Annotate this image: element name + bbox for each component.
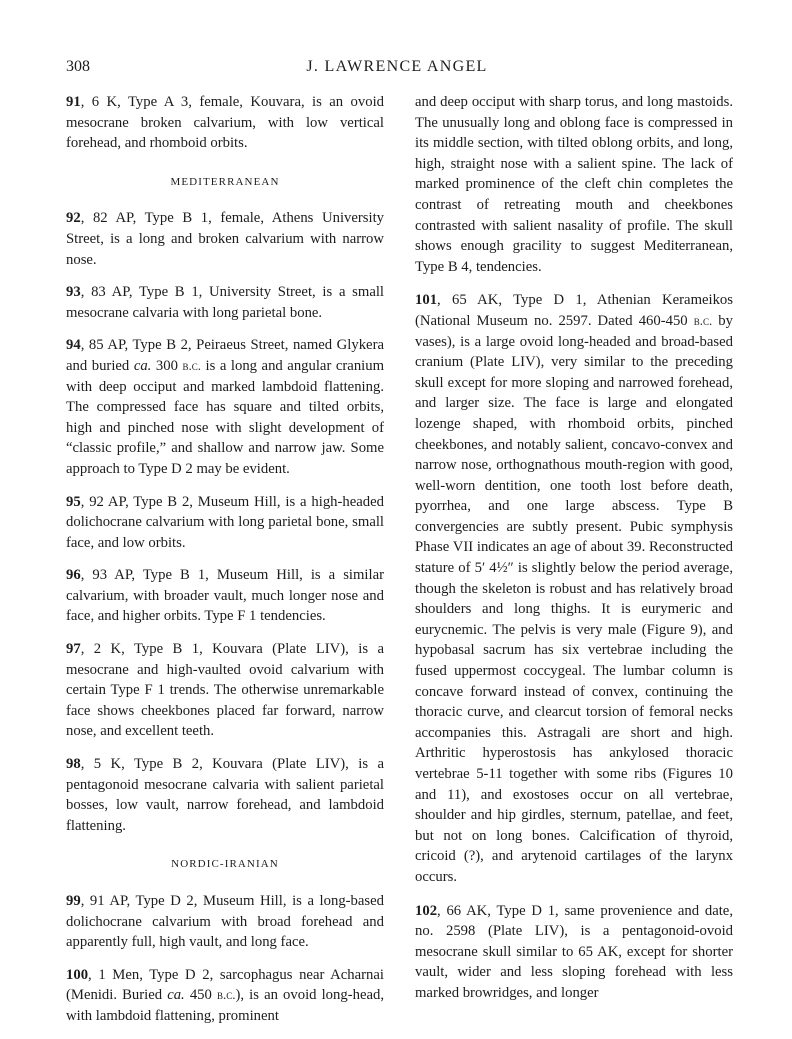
entry-text: is a long and angular cranium with deep occiput and marked lambdoid flattening. The compressed face has square and tilted orbits, high and pinched nose with slight development of “classic profile,” and shallow and narrow jaw. Some approach to Type D 2 may be evident. — [66, 357, 385, 477]
entry-99 — [66, 891, 384, 953]
entry-text: , 93 AP, Type B 1, Museum Hill, is a similar calvarium, with broader vault, much longer nose and face, and higher orbits. Type F 1 tendencies. — [66, 567, 384, 625]
page-number: 308 — [66, 58, 90, 75]
entry-number: 101 — [415, 292, 438, 309]
entry-100 — [66, 965, 384, 1027]
entry-102 — [415, 901, 733, 1004]
entry-number: 97 — [66, 641, 81, 658]
bc-abbrev: b.c. — [693, 312, 713, 328]
section-heading-mediterranean: MEDITERRANEAN — [170, 175, 280, 188]
entry-text: ), is an ovoid long-head, with lambdoid flattening, prominent — [66, 987, 385, 1024]
section-heading-nordic-iranian: NORDIC-IRANIAN — [171, 858, 279, 871]
entry-text: by vases), is a large ovoid long-headed and broad-based cranium (Plate LIV), very similar to the preceding skull except for more sloping and narrowed forehead, and larger size. The face is large and elongated lozenge shaped, with rhomboid orbits, pinched cheekbones, and notably salient, concavo-convex and narrow nose, orthognathous mouth-region with good, well-worn dentition, one tooth lost before death, pyorrhea, and one large abscess. Type B convergencies are subtly present. Pubic symphysis Phase VII indicates an age of about 39. Reconstructed stature of 5′ 4½″ is slightly below the period average, though the skeleton is robust and has relatively broad shoulders and long thighs. It is eurymeric and eurycnemic. The pelvis is very male (Figure 9), and hypobasal sacrum has six vertebrae including the fused uppermost coccygeal. The lumbar column is concave forward instead of convex, continuing the thoracic curve, and clearcut torsion of femoral necks accompanies this. Astragali are short and high. Arthritic hyperostosis has ankylosed thoracic vertebrae 5-11 together with some ribs (Figures 10 and 11), and exostoses occur on all vertebrae, shoulder and hip girdles, sternum, patellae, and feet, but not on long bones. Calcification of thyroid, cricoid (?), and arytenoid cartilages of the larynx occurs. — [415, 312, 733, 885]
entry-text: , 66 AK, Type D 1, same provenience and date, no. 2598 (Plate LIV), is a pentagonoid-ovoid mesocrane skull similar to 65 AK, except for shorter vault, wider and less sloping forehead with less marked browridges, and longer — [415, 902, 733, 1001]
entry-number: 98 — [66, 756, 81, 773]
bc-abbrev: b.c. — [182, 357, 201, 373]
entry-number: 102 — [415, 902, 438, 919]
entry-text: , 92 AP, Type B 2, Museum Hill, is a high-headed dolichocrane calvarium with long parietal bone, small face, and low orbits. — [66, 493, 384, 551]
entry-text: , 5 K, Type B 2, Kouvara (Plate LIV), is a pentagonoid mesocrane calvaria with salient parietal bosses, low vault, narrow forehead, and lambdoid flattening. — [66, 756, 384, 834]
entry-number: 100 — [66, 966, 89, 983]
entry-97 — [66, 639, 384, 742]
entry-92 — [66, 208, 384, 270]
entry-number: 92 — [66, 210, 81, 227]
circa-abbrev: ca. — [167, 987, 185, 1004]
entry-93 — [66, 282, 384, 323]
entry-text: , 83 AP, Type B 1, University Street, is a small mesocrane calvaria with long parietal bone. — [66, 284, 384, 321]
entry-96 — [66, 565, 384, 627]
entry-text: 300 — [151, 357, 183, 374]
entry-number: 95 — [66, 493, 81, 510]
entry-94 — [66, 335, 384, 479]
entry-101 — [415, 290, 733, 887]
entry-98 — [66, 754, 384, 836]
entry-number: 93 — [66, 284, 81, 301]
running-head: J. LAWRENCE ANGEL — [306, 58, 488, 75]
entry-100-continuation: and deep occiput with sharp torus, and long mastoids. The unusually long and oblong face is compressed in its middle section, with tilted oblong orbits, and long, high, straight nose with a salient spine. The lack of marked prominence of the cleft chin completes the contrast of retreating mouth and cheekbones contrasted with salient nasality of profile. The skull shows enough gracility to suggest Mediterranean, Type B 4, tendencies. — [415, 94, 733, 275]
right-column — [415, 92, 733, 1017]
entry-number: 94 — [66, 337, 81, 354]
entry-text: , 85 AP, Type B 2, Peiraeus Street, named Glykera and buried — [66, 337, 384, 374]
entry-text: , 65 AK, Type D 1, Athenian Kerameikos (National Museum no. 2597. Dated 460-450 — [415, 292, 733, 329]
entry-text: , 2 K, Type B 1, Kouvara (Plate LIV), is a mesocrane and high-vaulted ovoid calvarium with certain Type F 1 trends. The otherwise unremarkable face shows cheekbones placed far forward, narrow nose, and excellent teeth. — [66, 641, 384, 740]
entry-text: , 1 Men, Type D 2, sarcophagus near Acharnai (Menidi. Buried — [66, 966, 384, 1004]
entry-text: , 6 K, Type A 3, female, Kouvara, is an ovoid mesocrane broken calvarium, with low vertical forehead, and rhomboid orbits. — [66, 94, 384, 152]
left-column — [66, 92, 384, 1039]
entry-text: , 82 AP, Type B 1, female, Athens University Street, is a long and broken calvarium with narrow nose. — [66, 210, 384, 268]
entry-number: 96 — [66, 567, 81, 584]
entry-number: 91 — [66, 94, 81, 110]
entry-91 — [66, 92, 384, 154]
entry-text: , 91 AP, Type D 2, Museum Hill, is a long-based dolichocrane calvarium with broad forehead and apparently full, high vault, and long face. — [66, 893, 384, 951]
entry-95 — [66, 492, 384, 554]
entry-number: 99 — [66, 893, 81, 909]
bc-abbrev: b.c. — [216, 987, 236, 1003]
entry-text: 450 — [184, 987, 217, 1004]
circa-abbrev: ca. — [133, 357, 152, 374]
page-header — [66, 58, 728, 82]
